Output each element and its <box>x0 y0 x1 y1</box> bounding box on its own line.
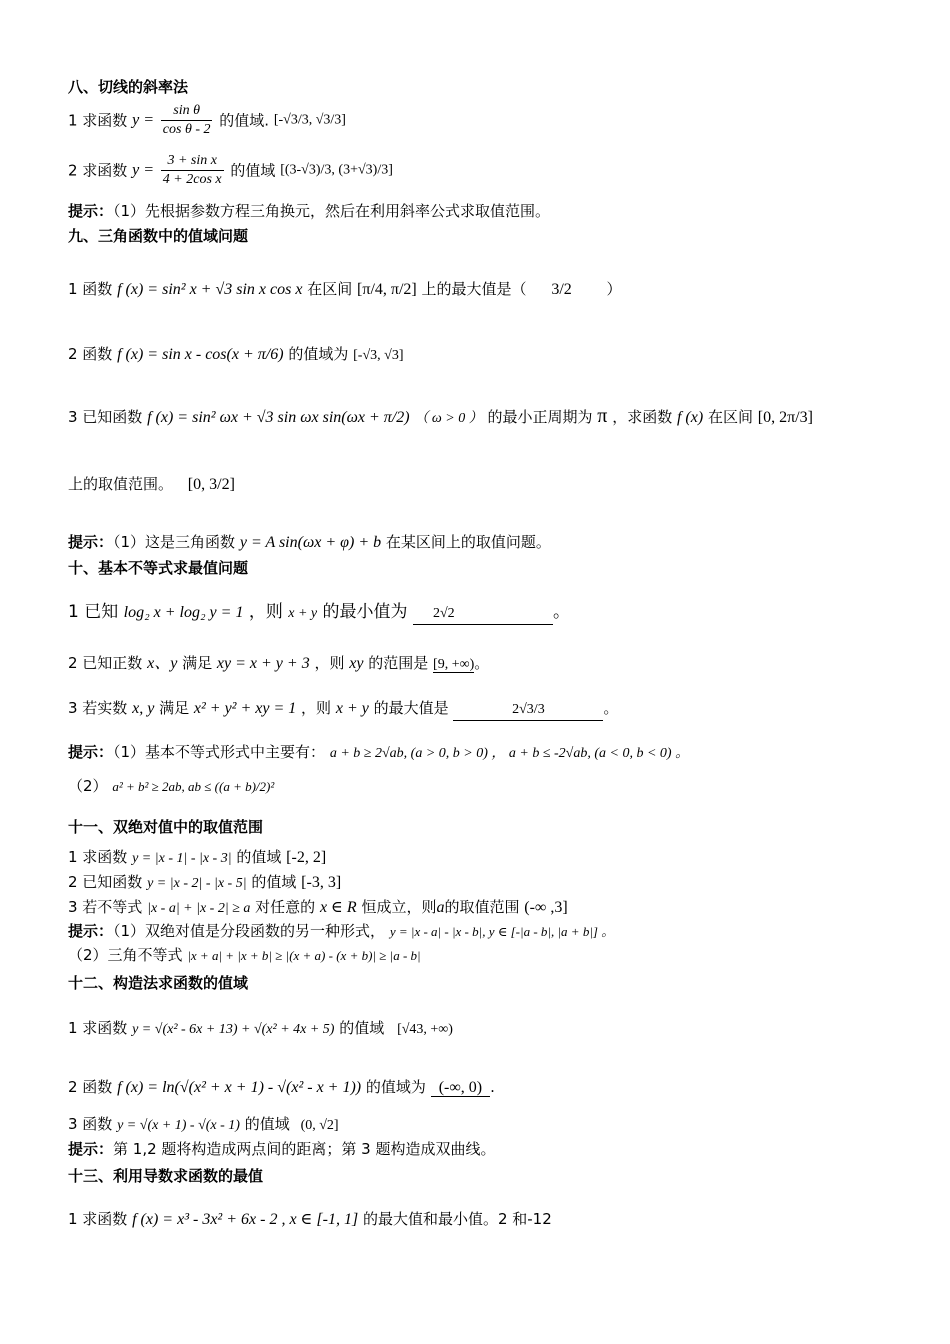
problem-10-2: 2 已知正数 x、y 满足 xy = x + y + 3 ，则 xy 的范围是 [9, +∞)。 <box>68 654 490 672</box>
heading-9: 九、三角函数中的值域问题 <box>68 227 249 245</box>
hint-10: 提示：（1）基本不等式形式中主要有： a + b ≥ 2√ab, (a > 0, b > 0) ， a + b ≤ -2√ab, (a < 0, b < 0) 。 <box>68 743 690 761</box>
problem-8-2: 2 求函数 y = $\frac{\text{3 + sin x}}{\text{4 + 2cos x}}$ 的值域 [(3-√3)/3, (3+√3)/3] <box>68 153 393 187</box>
problem-10-3: 3 若实数 x, y 满足 x² + y² + xy = 1 ，则 x + y 的最大值是 2√3/3 。 <box>68 698 618 738</box>
problem-11-3: 3 若不等式 |x - a| + |x - 2| ≥ a 对任意的 x ∈ R 恒成立，则a的取值范围 (-∞ ,3] <box>68 898 568 916</box>
heading-13: 十三、利用导数求函数的最值 <box>68 1167 264 1185</box>
hint-12: 提示：第 1,2 题将构造成两点间的距离；第 3 题构造成双曲线。 <box>68 1140 496 1158</box>
hint-8: 提示：（1）先根据参数方程三角换元，然后在利用斜率公式求取值范围。 <box>68 202 551 220</box>
heading-11: 十一、双绝对值中的取值范围 <box>68 818 264 836</box>
problem-9-2: 2 函数 f (x) = sin x - cos(x + π/6) 的值域为 [-√3, √3] <box>68 345 404 363</box>
problem-12-1: 1 求函数 y = √(x² - 6x + 13) + √(x² + 4x + 5) 的值域 [√43, +∞) <box>68 1019 453 1037</box>
heading-12: 十二、构造法求函数的值域 <box>68 974 249 992</box>
problem-9-1: 1 函数 f (x) = sin² x + √3 sin x cos x 在区间 [π/4, π/2] 上的最大值是（ 3/2 ） <box>68 280 622 298</box>
problem-12-2: 2 函数 f (x) = ln(√(x² + x + 1) - √(x² - x + 1)) 的值域为 (-∞, 0) . <box>68 1078 495 1096</box>
heading-8: 八、切线的斜率法 <box>68 78 189 96</box>
hint-11-2: （2）三角不等式 |x + a| + |x + b| ≥ |(x + a) - (x + b)| ≥ |a - b| <box>68 946 421 964</box>
problem-9-3-cont: 上的取值范围。 [0, 3/2] <box>68 475 235 493</box>
hint-10-2: （2） a² + b² ≥ 2ab, ab ≤ ((a + b)/2)² <box>68 777 275 795</box>
hint-11: 提示：（1）双绝对值是分段函数的另一种形式， y = |x - a| - |x - b|, y ∈ [-|a - b|, |a + b|] 。 <box>68 922 615 940</box>
answer-blank: 2√2 <box>413 602 553 625</box>
problem-12-3: 3 函数 y = √(x + 1) - √(x - 1) 的值域 (0, √2] <box>68 1115 339 1133</box>
heading-10: 十、基本不等式求最值问题 <box>68 559 249 577</box>
problem-8-1: 1 求函数 y = $\frac{\text{sin θ}}{\text{cos θ - 2}}$ 的值域. [-√3/3, √3/3] <box>68 103 346 137</box>
problem-11-2: 2 已知函数 y = |x - 2| - |x - 5| 的值域 [-3, 3] <box>68 873 342 891</box>
problem-9-3: 3 已知函数 f (x) = sin² ωx + √3 sin ωx sin(ωx + π/2) （ ω > 0 ） 的最小正周期为 π ，求函数 f (x) 在区间 [0, 2π/3] <box>68 405 813 427</box>
problem-11-1: 1 求函数 y = |x - 1| - |x - 3| 的值域 [-2, 2] <box>68 848 327 866</box>
problem-10-1: 1 已知 log₂ x + log₂ y = 1 ，则 x + y 的最小值为 2√2 。 <box>68 592 570 622</box>
problem-13-1: 1 求函数 f (x) = x³ - 3x² + 6x - 2 , x ∈ [-1, 1] 的最大值和最小值。2 和-12 <box>68 1210 552 1228</box>
answer-blank: 2√3/3 <box>453 698 603 721</box>
hint-9: 提示：（1）这是三角函数 y = A sin(ωx + φ) + b 在某区间上的取值问题。 <box>68 533 551 551</box>
